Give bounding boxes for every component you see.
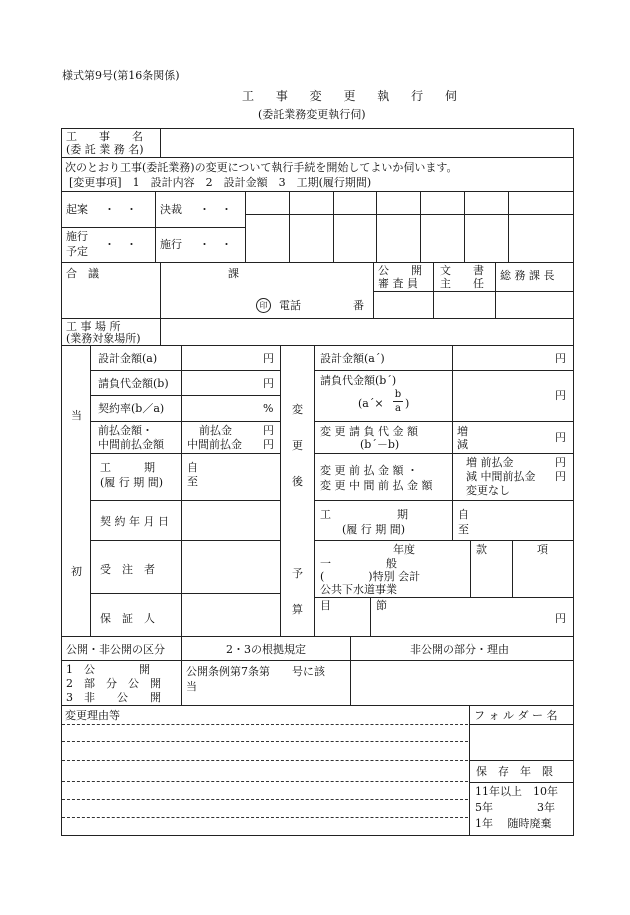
kokai-shinsain-label-2: 審 査 員 — [378, 277, 418, 290]
period-from: 自 — [187, 461, 198, 474]
retention-option-3: 1年 随時廃棄 — [475, 817, 552, 830]
retention-option-2: 5年 3年 — [475, 801, 555, 814]
kian-label: 起案 — [66, 203, 88, 216]
kian-date: ・ ・ — [104, 203, 137, 216]
advance-value-label-2: 中間前払金 — [187, 438, 242, 451]
budget-side-label-2: 算 — [292, 603, 303, 616]
advance-label-1: 前払金額・ — [98, 424, 153, 437]
yotei-label: 予定 — [66, 245, 88, 258]
contract-ratio-label: 契約率(b／a) — [98, 402, 165, 415]
advance-value-unit-1: 円 — [263, 424, 274, 437]
fiscal-year-label: 年度 — [393, 543, 415, 556]
changed-contract-label-2: (b´－b) — [360, 438, 400, 451]
decrease-advance-unit: 円 — [555, 470, 566, 483]
period-label-1: 工 期 — [100, 461, 155, 474]
formula-denominator: a — [395, 403, 401, 414]
disclosure-option-1: 1 公 開 — [66, 663, 150, 676]
increase-label: 増 — [457, 425, 468, 438]
gogi-label: 合 議 — [66, 267, 99, 280]
budget-line-3: 公共下水道事業 — [320, 583, 397, 596]
kou-label: 項 — [537, 543, 548, 556]
disclosure-option-2: 2 部 分 公 開 — [66, 677, 161, 690]
change-reason-label: 変更理由等 — [65, 709, 120, 722]
increase-advance-unit: 円 — [555, 456, 566, 469]
contract-date-label: 契 約 年 月 日 — [100, 515, 169, 528]
advance-value-label-1: 前払金 — [199, 424, 232, 437]
page-title: 工 事 変 更 執 行 伺 — [242, 89, 466, 103]
ka-label: 課 — [228, 267, 239, 280]
decrease-label: 減 — [457, 438, 468, 451]
formula-right: ) — [405, 397, 410, 410]
ban-label: 番 — [353, 299, 364, 312]
after-design-amount-label: 設計金額(a´) — [320, 352, 385, 365]
bunsho-shunin-label-1: 文 書 — [440, 264, 484, 277]
notice-line-1: 次のとおり工事(委託業務)の変更について執行手続を開始してよいか伺います。 — [65, 161, 458, 174]
period-to: 至 — [187, 475, 198, 488]
shikou2-date: ・ ・ — [199, 238, 232, 251]
somu-kacho-label: 総 務 課 長 — [500, 269, 555, 282]
decrease-advance-label: 減 中間前払金 — [466, 470, 536, 483]
moku-label: 目 — [320, 599, 331, 612]
budget-line-2: ( )特別 会計 — [320, 570, 421, 583]
bunsho-shunin-label-2: 主 任 — [440, 277, 484, 290]
after-period-label-1: 工 期 — [320, 508, 408, 521]
advance-label-2: 中間前払金額 — [98, 438, 164, 451]
kan-label: 款 — [476, 543, 487, 556]
kessai-date: ・ ・ — [199, 203, 232, 216]
advance-value-unit-2: 円 — [263, 438, 274, 451]
koji-basho-label: 工 事 場 所 — [66, 320, 121, 333]
changed-advance-label-1: 変 更 前 払 金 額 ・ — [320, 464, 418, 477]
after-side-label-2: 更 — [292, 439, 303, 452]
after-design-amount-unit: 円 — [555, 352, 566, 365]
design-amount-label: 設計金額(a) — [98, 352, 158, 365]
form-number: 様式第9号(第16条関係) — [62, 69, 180, 82]
after-contract-amount-unit: 円 — [555, 389, 566, 402]
contract-amount-label: 請負代金額(b) — [98, 377, 169, 390]
contract-amount-unit: 円 — [263, 377, 274, 390]
disclosure-basis-line-1: 公開条例第7条第 号に該 — [186, 665, 325, 678]
after-period-label-2: (履 行 期 間) — [342, 523, 406, 536]
changed-contract-label-1: 変 更 請 負 代 金 額 — [320, 425, 418, 438]
notice-line-2: [変更事項] 1 設計内容 2 設計金額 3 工期(履行期間) — [69, 176, 372, 189]
shikou-label: 施行 — [66, 230, 88, 243]
shikou-yotei-date: ・ ・ — [104, 238, 137, 251]
folder-name-label: フ ォ ル ダ ー 名 — [474, 709, 558, 722]
retention-option-1: 11年以上 10年 — [475, 785, 558, 798]
budget-unit: 円 — [555, 612, 566, 625]
before-side-label-1: 当 — [71, 409, 82, 422]
budget-line-1: 一 般 — [320, 557, 397, 570]
contractor-label: 受 注 者 — [100, 563, 155, 576]
disclosure-class-header: 公開・非公開の区分 — [66, 643, 165, 656]
shikou2-label: 施行 — [160, 238, 182, 251]
changed-contract-unit: 円 — [555, 431, 566, 444]
formula-fraction-bar — [393, 401, 403, 402]
after-contract-amount-label: 請負代金額(b´) — [320, 374, 397, 387]
after-period-to: 至 — [458, 523, 469, 536]
retention-label: 保 存 年 限 — [476, 765, 553, 778]
design-amount-unit: 円 — [263, 352, 274, 365]
formula-left: (a´× — [358, 397, 384, 410]
seal-icon: 印 — [256, 298, 271, 313]
after-period-from: 自 — [458, 508, 469, 521]
disclosure-basis-line-2: 当 — [186, 680, 197, 693]
kokai-shinsain-label-1: 公 開 — [378, 264, 422, 277]
budget-side-label-1: 予 — [292, 567, 303, 580]
period-label-2: (履 行 期 間) — [100, 476, 164, 489]
setsu-label: 節 — [376, 599, 387, 612]
disclosure-basis-header: 2・3の根拠規定 — [226, 643, 306, 656]
kessai-label: 決裁 — [160, 203, 182, 216]
koji-mei-label: 工 事 名 — [66, 130, 143, 143]
increase-advance-label: 増 前払金 — [466, 456, 514, 469]
before-side-label-2: 初 — [71, 565, 82, 578]
contract-ratio-unit: % — [263, 402, 274, 415]
itaku-gyomu-label: (委 託 業 務 名) — [66, 143, 144, 156]
disclosure-option-3: 3 非 公 開 — [66, 691, 161, 704]
page-subtitle: (委託業務変更執行伺) — [258, 108, 366, 121]
gyomu-taisho-basho-label: (業務対象場所) — [66, 332, 141, 345]
after-side-label-1: 変 — [292, 403, 303, 416]
disclosure-reason-header: 非公開の部分・理由 — [410, 643, 509, 656]
no-change-label: 変更なし — [466, 484, 510, 497]
tel-label: 電話 — [279, 299, 301, 312]
formula-numerator: b — [394, 389, 402, 400]
after-side-label-3: 後 — [292, 475, 303, 488]
changed-advance-label-2: 変 更 中 間 前 払 金 額 — [320, 479, 433, 492]
guarantor-label: 保 証 人 — [100, 612, 155, 625]
